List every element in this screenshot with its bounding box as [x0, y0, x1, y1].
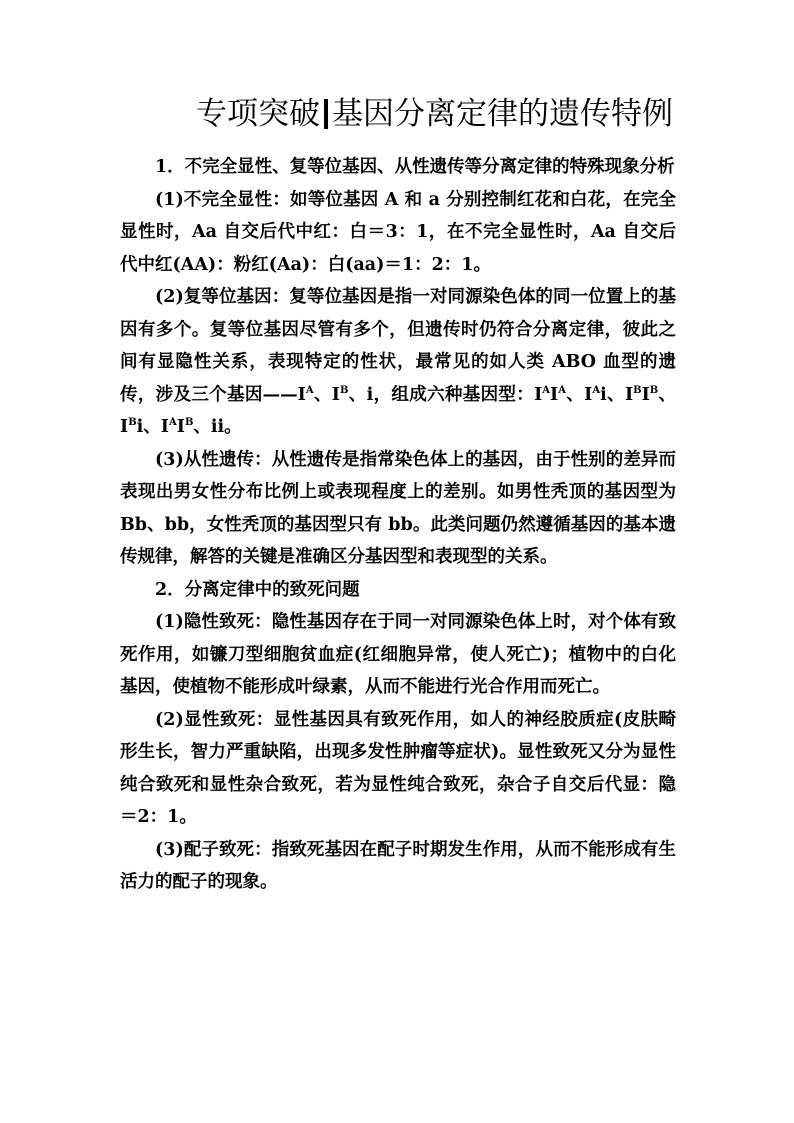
- paragraph-incomplete-dominance: (1)不完全显性：如等位基因 A 和 a 分别控制红花和白花，在完全显性时，Aa 自交后代中红：白＝3：1，在不完全显性时，Aa 自交后代中红(AA)：粉红(Aa)：白(aa)＝1：2：1。: [120, 189, 676, 275]
- p2-text: (2)复等位基因：复等位基因是指一对同源染色体的同一位置上的基因有多个。复等位基因尽管有多个，但遗传时仍符合分离定律，彼此之间有显隐性关系，表现特定的性状，最常见的如人类 ABO 血型的遗传，涉及三个基因——: [120, 287, 676, 405]
- paragraph-multiple-alleles: (2)复等位基因：复等位基因是指一对同源染色体的同一位置上的基因有多个。复等位基因尽管有多个，但遗传时仍符合分离定律，彼此之间有显隐性关系，表现特定的性状，最常见的如人类 ABO 血型的遗传，涉及三个基因$——I^A$、$I^B$、i，组成六种基因型：$I^AI^A$、$I^Ai$、$I^BI^B$、$I^Bi$、$I^AI^B$、ii。: [120, 287, 677, 437]
- gene-ia: $I^A$: [297, 384, 314, 405]
- genotype-iaia: $I^AI^A$: [534, 384, 566, 405]
- gene-i: i: [366, 384, 374, 405]
- paragraph-dominant-lethal: (2)显性致死：显性基因具有致死作用，如人的神经胶质症(皮肤畸形生长，智力严重缺陷，出现多发性肿瘤等症状)。显性致死又分为显性纯合致死和显性杂合致死，若为显性纯合致死，杂合子自交后代显：隐＝2：1。: [120, 709, 676, 827]
- page-title: [196, 92, 696, 136]
- gene-ib: $I^B$: [331, 384, 349, 405]
- genotype-ibib: $I^BI^B$: [624, 384, 659, 405]
- paragraph-recessive-lethal: (1)隐性致死：隐性基因存在于同一对同源染色体上时，对个体有致死作用，如镰刀型细胞贫血症(红细胞异常，使人死亡)；植物中的白化基因，使植物不能形成叶绿素，从而不能进行光合作用而死亡。: [120, 612, 676, 697]
- section-1-heading: 1．不完全显性、复等位基因、从性遗传等分离定律的特殊现象分析: [155, 157, 675, 177]
- document-body: [120, 151, 676, 899]
- genotype-iai: $I^Ai$: [584, 384, 607, 405]
- paragraph-sex-influenced: (3)从性遗传：从性遗传是指常染色体上的基因，由于性别的差异而表现出男女性分布比例上或表现程度上的差别。如男性秃顶的基因型为 Bb、bb，女性秃顶的基因型只有 bb。此类问题仍然遵循基因的基本遗传规律，解答的关键是准确区分基因型和表现型的关系。: [120, 449, 676, 567]
- title-right: 基因分离定律的遗传特例: [332, 96, 673, 132]
- title-divider: [324, 99, 328, 129]
- genotype-ibi: $I^Bi$: [120, 417, 144, 437]
- paragraph-gametic-lethal: (3)配子致死：指致死基因在配子时期发生作用，从而不能形成有生活力的配子的现象。: [120, 839, 676, 892]
- section-2-heading: 2．分离定律中的致死问题: [155, 579, 360, 600]
- title-left: 专项突破: [196, 96, 320, 132]
- p2-mid: ，组成六种基因型：: [373, 384, 535, 405]
- p2-tail: 、ii。: [193, 417, 242, 437]
- genotype-iaib: $I^AI^B$: [160, 417, 194, 437]
